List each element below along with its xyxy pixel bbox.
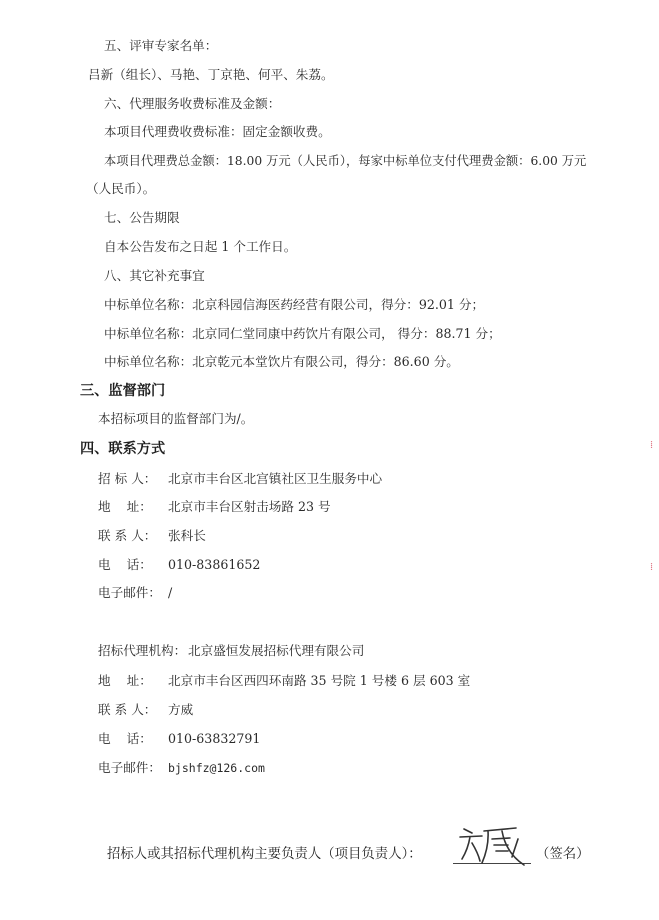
supervision-heading: 三、监督部门 [80, 383, 166, 399]
agency-contact-label: 联 系 人： [98, 702, 157, 717]
agency-contact-row [98, 702, 193, 718]
agency-address-row [98, 673, 470, 689]
agency-phone-value: 010-63832791 [168, 731, 261, 746]
tenderer-address-row [98, 499, 331, 515]
handwritten-signature [458, 823, 528, 867]
tenderer-phone-row [98, 557, 260, 573]
agency-phone-label: 电 话： [98, 731, 152, 746]
tenderer-contact-value: 张科长 [168, 528, 206, 543]
section7-title: 七、公告期限 [104, 210, 180, 225]
tenderer-phone-label: 电 话： [98, 557, 152, 572]
signature-prompt: 招标人或其招标代理机构主要负责人（项目负责人）： [107, 847, 422, 862]
agency-email-label: 电子邮件： [98, 760, 161, 775]
tenderer-address-value: 北京市丰台区射击场路 23 号 [168, 499, 331, 514]
section6-title: 六、代理服务收费标准及金额： [104, 96, 281, 111]
supervision-text: 本招标项目的监督部门为/。 [98, 411, 254, 426]
expert-list: 吕新（组长）、马艳、丁京艳、何平、朱荔。 [88, 67, 334, 82]
tenderer-email-label: 电子邮件： [98, 585, 161, 600]
tenderer-email-value: / [168, 585, 173, 600]
seal-edge-mark-2: ⁞ [650, 560, 654, 573]
winner-2: 中标单位名称：北京同仁堂同康中药饮片有限公司， 得分：88.71 分； [104, 326, 501, 341]
agency-contact-value: 方威 [168, 702, 194, 717]
tenderer-contact-row [98, 528, 206, 544]
contact-heading: 四、联系方式 [80, 441, 166, 457]
section8-title: 八、其它补充事宜 [104, 268, 205, 283]
fee-amount-line2: （人民币）。 [86, 181, 156, 196]
fee-standard: 本项目代理费收费标准：固定金额收费。 [104, 124, 331, 139]
agency-email-value: bjshfz@126.com [168, 761, 265, 775]
agency-name-row [98, 643, 364, 659]
notice-period: 自本公告发布之日起 1 个工作日。 [104, 239, 297, 254]
agency-email-row [98, 760, 265, 776]
tenderer-name-value: 北京市丰台区北宫镇社区卫生服务中心 [168, 471, 383, 486]
winner-1: 中标单位名称：北京科园信海医药经营有限公司，得分：92.01 分； [104, 297, 485, 312]
signature-suffix: （签名） [536, 847, 590, 862]
agency-address-label: 地 址： [98, 673, 152, 688]
section5-title: 五、评审专家名单： [104, 38, 218, 53]
tenderer-address-label: 地 址： [98, 499, 152, 514]
winner-3: 中标单位名称：北京乾元本堂饮片有限公司，得分：86.60 分。 [104, 354, 459, 369]
seal-edge-mark: ⁞ [650, 438, 654, 451]
agency-name-label: 招标代理机构： [98, 643, 187, 658]
tenderer-contact-label: 联 系 人： [98, 528, 157, 543]
agency-address-value: 北京市丰台区西四环南路 35 号院 1 号楼 6 层 603 室 [168, 673, 471, 688]
agency-phone-row [98, 731, 260, 747]
tenderer-name-label: 招 标 人： [98, 471, 157, 486]
tenderer-phone-value: 010-83861652 [168, 557, 261, 572]
tenderer-name-row [98, 471, 382, 487]
tenderer-email-row [98, 585, 172, 601]
agency-name-value: 北京盛恒发展招标代理有限公司 [188, 643, 365, 658]
fee-amount-line1: 本项目代理费总金额：18.00 万元（人民币），每家中标单位支付代理费金额：6.00 万元 [104, 154, 587, 168]
